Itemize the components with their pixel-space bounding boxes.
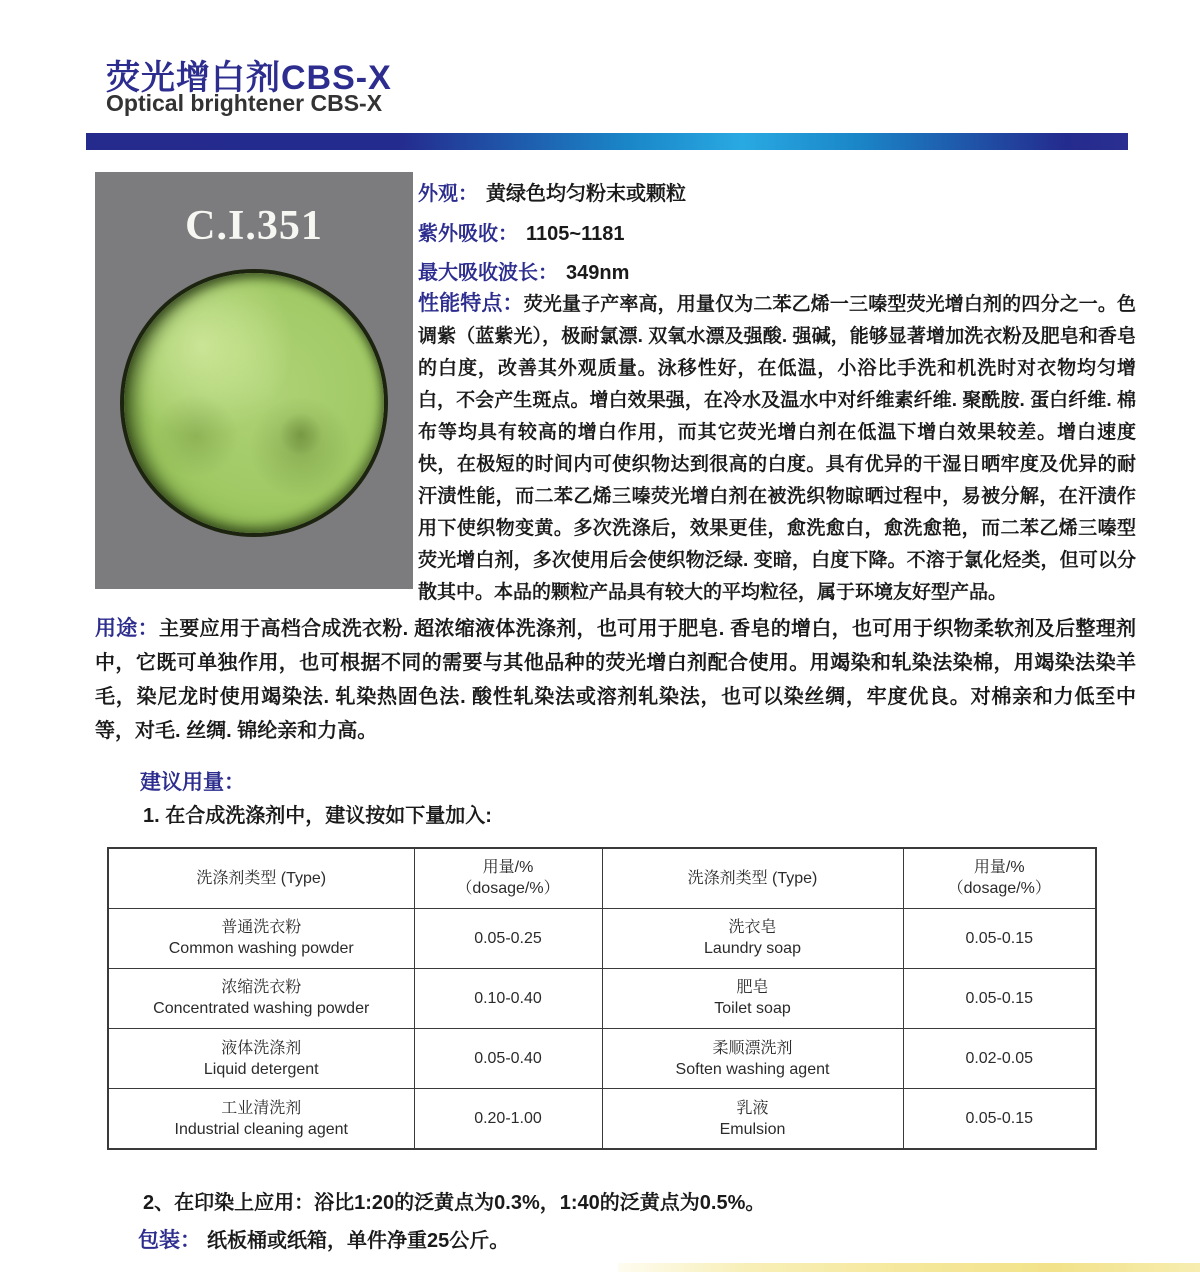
product-photo (95, 172, 413, 589)
table-row (108, 1089, 1096, 1149)
spec-row-appearance (418, 177, 686, 206)
spec-row-max-wavelength (418, 256, 629, 285)
cell-type-cn: 洗衣皂 (728, 919, 777, 937)
header-divider-bar (86, 133, 1128, 150)
cell-dosage-value: 0.05-0.40 (414, 1029, 602, 1089)
cell-type-en: Common washing powder (168, 940, 354, 958)
page-subtitle: Optical brightener CBS-X (106, 90, 383, 116)
uv-absorption-value: 1105~1181 (526, 223, 625, 245)
powder-dish-image (124, 273, 384, 533)
cell-dosage-value: 0.02-0.05 (903, 1029, 1096, 1089)
table-header-row (108, 848, 1096, 908)
cell-type (602, 1029, 903, 1089)
cell-dosage-value: 0.05-0.15 (903, 968, 1096, 1028)
packing-label: 包装： (138, 1229, 201, 1252)
cell-type-cn: 普通洗衣粉 (221, 919, 302, 937)
usage-label: 用途： (95, 617, 159, 640)
colour-index-label: C.I.351 (185, 203, 323, 249)
cell-type-cn: 乳液 (736, 1099, 769, 1117)
dosage-note-2: 2、在印染上应用：浴比1:20的泛黄点为0.3%，1:40的泛黄点为0.5%。 (143, 1192, 766, 1214)
dosage-note-1: 1. 在合成洗涤剂中，建议按如下量加入: (143, 805, 492, 827)
cell-type-en: Emulsion (719, 1120, 786, 1138)
packing-line (138, 1224, 509, 1254)
header-cell-type-left: 洗涤剂类型 (Type) (108, 848, 414, 908)
cell-type-en: Liquid detergent (203, 1060, 319, 1078)
usage-text: 主要应用于高档合成洗衣粉. 超浓缩液体洗涤剂，也可用于肥皂. 香皂的增白，也可用于织物柔软剂及后整理剂中，它既可单独作用，也可根据不同的需要与其他品种的荧光增白剂配合使用。用竭染和轧染法染棉，用竭染法染羊毛，染尼龙时使用竭染法. 轧染热固色法. 酸性轧染法或溶剂轧染法，也可以染丝绸，牢度优良。对棉亲和力低至中等，对毛. 丝绸. 锦纶亲和力高。 (95, 618, 1137, 742)
spec-row-uv-absorption (418, 217, 624, 246)
features-label: 性能特点： (418, 292, 524, 315)
cell-type-cn: 柔顺漂洗剂 (712, 1039, 793, 1057)
dosage-header-line2: （dosage/%） (456, 880, 560, 898)
cell-type (108, 1029, 414, 1089)
cell-type-cn: 工业清洗剂 (221, 1099, 302, 1117)
uv-absorption-label: 紫外吸收： (418, 223, 518, 245)
bottom-accent-bar (618, 1263, 1200, 1272)
cell-type-cn: 浓缩洗衣粉 (221, 979, 302, 997)
dosage-heading: 建议用量： (140, 771, 245, 794)
cell-dosage-value: 0.20-1.00 (414, 1089, 602, 1149)
cell-type-en: Concentrated washing powder (153, 1000, 370, 1018)
usage-paragraph (95, 612, 1136, 748)
dosage-header-line2: （dosage/%） (947, 880, 1051, 898)
cell-type (602, 1089, 903, 1149)
cell-type-cn: 液体洗涤剂 (221, 1039, 302, 1057)
dosage-header-line1: 用量/% (973, 859, 1025, 877)
features-text: 荧光量子产率高，用量仅为二苯乙烯一三嗪型荧光增白剂的四分之一。色调紫（蓝紫光），极耐氯漂. 双氧水漂及强酸. 强碱，能够显著增加洗衣粉及肥皂和香皂的白度，改善其外观质量。泳移性好，在低温，小浴比手洗和机洗时对衣物均匀增白，不会产生斑点。增白效果强，在冷水及温水中对纤维素纤维. 聚酰胺. 蛋白纤维. 棉布等均具有较高的增白作用，而其它荧光增白剂在低温下增白效果较差。增白速度快，在极短的时间内可使织物达到很高的白度。具有优异的干湿日晒牢度及优异的耐汗渍性能，而二苯乙烯三嗪荧光增白剂在被洗织物晾晒过程中，易被分解，在汗渍作用下使织物变黄。多次洗涤后，效果更佳，愈洗愈白，愈洗愈艳，而二苯乙烯三嗪型荧光增白剂，多次使用后会使织物泛绿. 变暗，白度下降。不溶于氯化烃类，但可以分散其中。本品的颗粒产品具有较大的平均粒径，属于环境友好型产品。 (418, 294, 1136, 603)
header-cell-dosage-right (903, 848, 1096, 908)
cell-dosage-value: 0.05-0.15 (903, 1089, 1096, 1149)
header-cell-dosage-left (414, 848, 602, 908)
cell-type-cn: 肥皂 (736, 979, 769, 997)
cell-dosage-value: 0.05-0.15 (903, 908, 1096, 968)
max-wavelength-value: 349nm (566, 262, 630, 284)
cell-type-en: Soften washing agent (675, 1060, 830, 1078)
packing-text: 纸板桶或纸箱，单件净重25公斤。 (207, 1230, 510, 1252)
appearance-value: 黄绿色均匀粉末或颗粒 (486, 183, 686, 205)
features-paragraph (418, 288, 1136, 609)
table-row (108, 908, 1096, 968)
max-wavelength-label: 最大吸收波长： (418, 262, 558, 284)
appearance-label: 外观： (418, 183, 478, 205)
cell-type-en: Toilet soap (714, 1000, 791, 1018)
header-cell-type-right: 洗涤剂类型 (Type) (602, 848, 903, 908)
cell-type (602, 968, 903, 1028)
cell-type (108, 1089, 414, 1149)
cell-dosage-value: 0.10-0.40 (414, 968, 602, 1028)
page-title: 荧光增白剂CBS-X (106, 59, 392, 97)
cell-dosage-value: 0.05-0.25 (414, 908, 602, 968)
cell-type (108, 968, 414, 1028)
dosage-header-line1: 用量/% (482, 859, 534, 877)
table-row (108, 1029, 1096, 1089)
cell-type-en: Laundry soap (704, 940, 801, 958)
table-row (108, 968, 1096, 1028)
cell-type-en: Industrial cleaning agent (174, 1120, 348, 1138)
cell-type (602, 908, 903, 968)
dosage-table (107, 847, 1097, 1150)
cell-type (108, 908, 414, 968)
